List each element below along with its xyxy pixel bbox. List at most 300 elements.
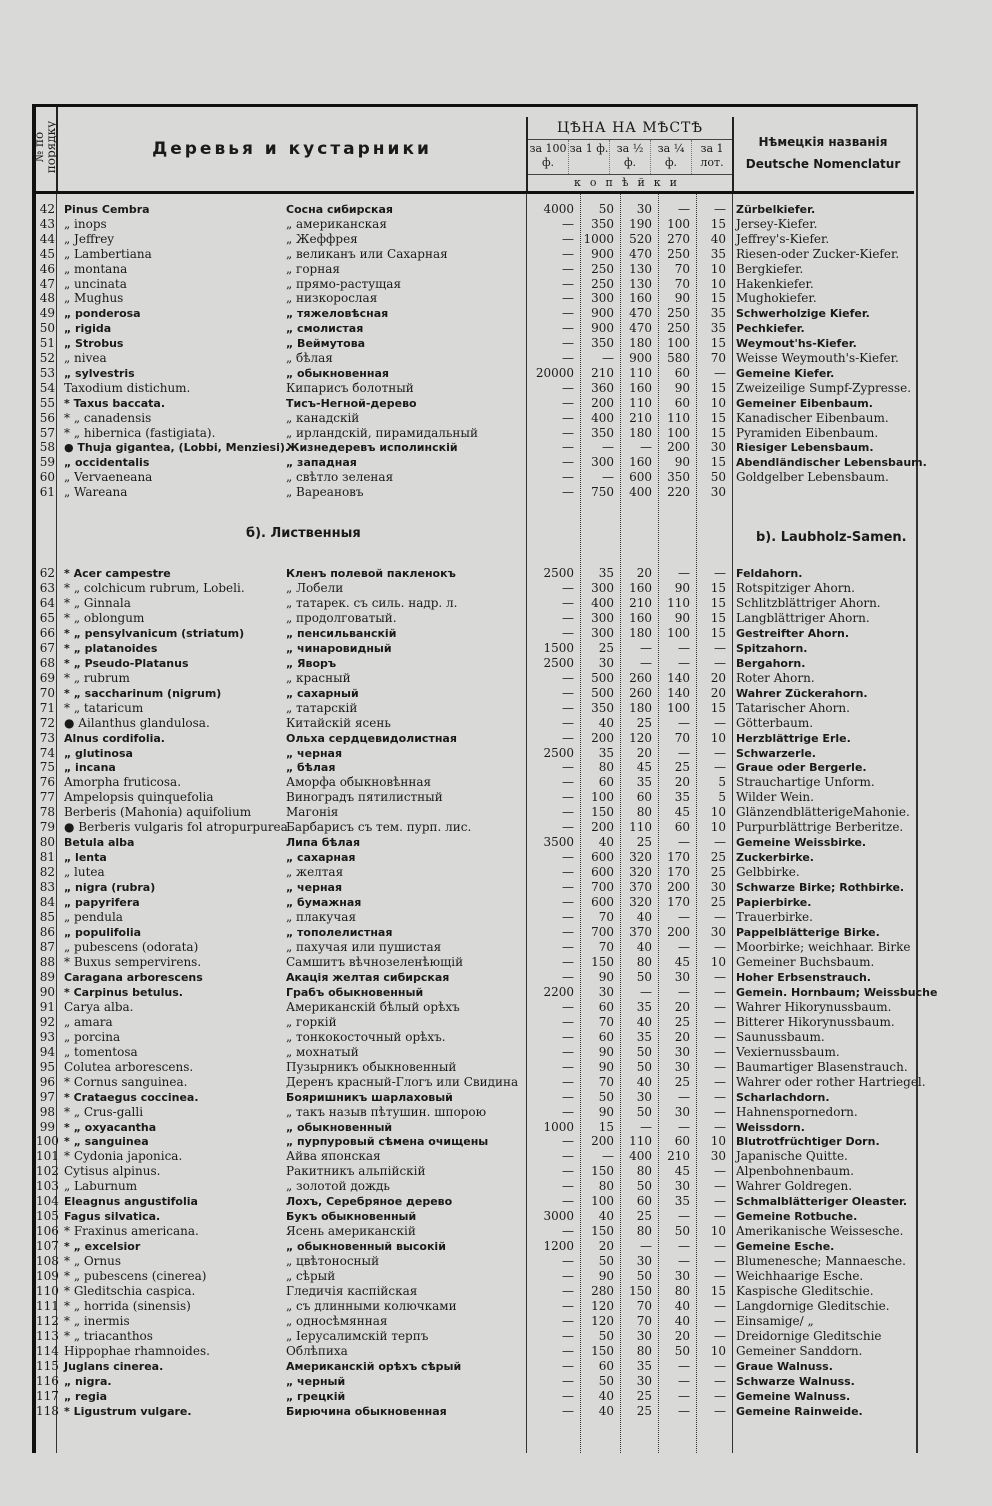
price-cell: 110 (629, 820, 652, 835)
latin-name: Alnus cordifolia. (64, 731, 165, 745)
russian-name: „ Веймутова (286, 337, 366, 351)
price-cell: 25 (636, 1209, 652, 1224)
row-number: 85 (39, 910, 55, 925)
german-name: Bergahorn. (736, 656, 806, 670)
price-cell: 30 (598, 984, 614, 999)
price-cell: 60 (674, 365, 690, 380)
price-cell: 210 (591, 365, 614, 380)
price-cell: 80 (636, 805, 652, 820)
table-row (36, 247, 914, 262)
price-cell: 120 (629, 730, 652, 745)
price-cell: 180 (629, 425, 652, 440)
price-cell: 5 (718, 775, 726, 790)
row-number: 56 (39, 410, 55, 425)
price-cell: — (562, 1044, 574, 1059)
table-row (36, 746, 914, 761)
price-cell: 80 (598, 760, 614, 775)
price-cell: — (640, 440, 652, 455)
german-name: Schwarze Birke; Rothbirke. (736, 881, 905, 895)
russian-name: „ тонкокосточный орѣхъ. (286, 1029, 446, 1044)
price-cell: — (714, 1179, 726, 1194)
price-cell: — (678, 1209, 690, 1224)
price-cell: 2200 (543, 984, 574, 999)
german-name: Wahrer Goldregen. (736, 1179, 853, 1194)
latin-name: Carya alba. (64, 999, 134, 1014)
latin-name: „ Wareana (64, 485, 128, 500)
price-cell: 400 (629, 485, 652, 500)
table-row (36, 671, 914, 686)
table-row (36, 1344, 914, 1359)
latin-name: * Carpinus betulus. (64, 985, 183, 999)
german-name: Einsamige/ „ (736, 1314, 814, 1328)
price-cell: 30 (636, 202, 652, 216)
german-title-de: Deutsche Nomenclatur (745, 157, 901, 171)
price-cell: 15 (710, 625, 726, 640)
german-name: Alpenbohnenbaum. (736, 1164, 854, 1179)
price-cell: 30 (710, 1149, 726, 1164)
row-number: 93 (39, 1029, 55, 1044)
latin-name: * „ hibernica (fastigiata). (64, 425, 216, 440)
german-name: Kaspische Gleditschie. (736, 1284, 874, 1299)
german-name: Zuckerbirke. (736, 851, 814, 865)
latin-name: Colutea arborescens. (64, 1059, 194, 1074)
price-cell: 45 (636, 760, 652, 775)
price-cell: — (678, 1373, 690, 1388)
latin-name: * „ Crus-galli (64, 1104, 144, 1119)
latin-name: ● Berberis vulgaris fol atropurpurea (64, 820, 288, 835)
price-cell: 10 (710, 276, 726, 291)
price-cell: 250 (591, 276, 614, 291)
german-name: Jersey-Kiefer. (736, 216, 818, 231)
latin-name: „ Lambertiana (64, 246, 152, 261)
latin-name: * „ inermis (64, 1314, 130, 1328)
table-row (36, 1404, 914, 1419)
table-row (36, 455, 927, 470)
russian-name: „ смолистая (286, 322, 364, 336)
price-cell: 400 (591, 595, 614, 610)
price-cell: — (714, 760, 726, 775)
table-row (36, 411, 914, 426)
row-number: 49 (39, 306, 55, 321)
price-cell: 90 (598, 1044, 614, 1059)
table-row (36, 1090, 914, 1105)
price-cell: 50 (674, 1224, 690, 1239)
price-cell: 190 (629, 216, 652, 231)
price-cell: 30 (636, 1373, 652, 1388)
row-number: 74 (39, 745, 55, 760)
price-cell: — (714, 999, 726, 1014)
price-cell: — (714, 984, 726, 999)
russian-name: Жизнедеревъ исполинскій (286, 441, 458, 455)
price-cell: 90 (598, 1059, 614, 1074)
price-cell: 30 (710, 925, 726, 940)
price-cell: 170 (667, 895, 690, 910)
russian-name: „ цвѣтоносный (286, 1254, 380, 1269)
price-cell: 40 (636, 940, 652, 954)
german-name: Schwarze Walnuss. (736, 1374, 855, 1388)
latin-name: „ sylvestris (64, 366, 135, 380)
table-row (36, 850, 914, 865)
latin-name: * Acer campestre (64, 567, 171, 580)
price-cell: 60 (598, 1358, 614, 1373)
russian-name: „ односѣмянная (286, 1314, 388, 1328)
german-name: Gelbbirke. (736, 865, 800, 880)
russian-name: „ мохнатый (286, 1044, 359, 1059)
table-row (36, 731, 914, 746)
price-cell: 45 (674, 1164, 690, 1179)
price-cell: 30 (598, 655, 614, 670)
german-name: Gemeiner Buchsbaum. (736, 954, 875, 969)
price-cell: 70 (598, 910, 614, 925)
german-name: Strauchartige Unform. (736, 775, 875, 790)
price-cell: 90 (674, 380, 690, 395)
price-cell: 200 (667, 880, 690, 895)
price-cell: — (562, 1314, 574, 1328)
price-cell: — (562, 440, 574, 455)
latin-name: * „ horrida (sinensis) (64, 1299, 191, 1314)
table-row (36, 1179, 914, 1194)
latin-name: * „ Ginnala (64, 595, 131, 610)
price-cell: 300 (591, 580, 614, 595)
latin-name: „ populifolia (64, 926, 142, 940)
german-name: Spitzahorn. (736, 641, 808, 655)
price-cell: 25 (710, 850, 726, 865)
price-cell: — (714, 1194, 726, 1209)
russian-name: „ плакучая (286, 910, 357, 925)
german-name: Gemeine Esche. (736, 1240, 835, 1254)
row-number: 84 (39, 895, 55, 910)
price-cell: — (562, 940, 574, 954)
table-row (36, 291, 914, 306)
price-cell: 35 (710, 306, 726, 321)
table-row (36, 1239, 914, 1254)
row-number: 108 (36, 1254, 59, 1269)
russian-name: Сосна сибирская (286, 203, 393, 216)
price-cell: 180 (629, 700, 652, 715)
price-cell: 35 (636, 1358, 652, 1373)
table-row (36, 1074, 926, 1090)
table-row (36, 440, 914, 455)
price-cell: 30 (710, 880, 726, 895)
table-row (36, 641, 914, 656)
price-cell: — (562, 336, 574, 351)
price-cell: 20 (674, 999, 690, 1014)
price-cell: 50 (636, 1179, 652, 1194)
table-row (36, 596, 914, 611)
price-cell: — (714, 365, 726, 380)
price-cell: — (678, 910, 690, 925)
table-row (36, 835, 914, 850)
price-cell: — (562, 216, 574, 231)
row-number: 87 (39, 940, 55, 954)
price-cell: 60 (598, 999, 614, 1014)
russian-name: Кленъ полевой пакленокъ (286, 567, 456, 580)
russian-name: „ пахучая или пушистая (286, 940, 442, 954)
price-cell: 10 (710, 954, 726, 969)
price-cell: — (714, 969, 726, 984)
row-number: 107 (36, 1239, 59, 1254)
price-cell: 150 (591, 805, 614, 820)
price-cell: 400 (629, 1149, 652, 1164)
row-number: 55 (39, 395, 55, 410)
price-cell: 700 (591, 880, 614, 895)
price-cell: 40 (674, 1314, 690, 1328)
price-cell: 2500 (543, 566, 574, 580)
number-column-header (32, 107, 58, 191)
row-number: 52 (39, 351, 55, 365)
russian-name: „ Жеффрея (286, 231, 358, 246)
price-cell: — (714, 1044, 726, 1059)
row-number: 105 (36, 1209, 59, 1224)
price-cell: 900 (591, 321, 614, 336)
latin-name: „ Laburnum (64, 1179, 138, 1194)
price-cell: — (562, 380, 574, 395)
russian-name: Кипарисъ болотный (286, 380, 414, 395)
price-cell: 100 (667, 625, 690, 640)
german-name: Gestreifter Ahorn. (736, 626, 850, 640)
russian-name: „ канадскій (286, 410, 360, 425)
price-cell: 30 (674, 969, 690, 984)
price-cell: 4000 (543, 202, 574, 216)
latin-name: „ ponderosa (64, 307, 141, 321)
russian-name: „ золотой дождь (286, 1179, 390, 1194)
price-cell: — (562, 685, 574, 700)
price-cell: 700 (591, 925, 614, 940)
latin-name: * „ canadensis (64, 410, 152, 425)
latin-name: „ occidentalis (64, 456, 150, 470)
price-cell: 200 (667, 440, 690, 455)
table-row (36, 895, 914, 910)
russian-name: „ сахарная (286, 851, 356, 865)
row-number: 59 (39, 455, 55, 470)
row-number: 69 (39, 670, 55, 685)
price-cell: — (678, 1089, 690, 1104)
price-cell: 25 (674, 1074, 690, 1089)
latin-name: „ incana (64, 761, 116, 775)
price-cell: 350 (591, 425, 614, 440)
price-cell: 350 (591, 700, 614, 715)
price-cell: 25 (710, 895, 726, 910)
catalog-page (32, 104, 938, 1453)
latin-name: ● Thuja gigantea, (Lobbi, Menziesi). (64, 441, 290, 455)
price-cell: 90 (598, 969, 614, 984)
table-row (36, 880, 914, 895)
page-title: Деревья и кустарники (152, 139, 432, 159)
german-name: Herzblättrige Erle. (736, 731, 851, 745)
price-cell: 80 (636, 1164, 652, 1179)
russian-name: „ пенсильванскій (286, 626, 397, 640)
row-number: 99 (39, 1119, 55, 1134)
price-cell: 600 (591, 895, 614, 910)
price-cell: — (562, 485, 574, 500)
row-number: 45 (39, 246, 55, 261)
row-number: 101 (36, 1149, 59, 1164)
price-cell: 200 (591, 395, 614, 410)
price-cell: 35 (710, 246, 726, 261)
price-cell: — (562, 895, 574, 910)
price-cell: 130 (629, 261, 652, 276)
price-cell: — (562, 1179, 574, 1194)
russian-name: „ обыкновенная (286, 366, 389, 380)
price-cell: — (714, 1254, 726, 1269)
price-cell: — (714, 1269, 726, 1284)
price-cell: 50 (598, 1373, 614, 1388)
price-cell: 35 (636, 999, 652, 1014)
latin-name: * „ excelsior (64, 1240, 141, 1254)
german-name: Saunussbaum. (736, 1029, 825, 1044)
price-cell: 40 (636, 910, 652, 925)
table-row (36, 426, 914, 441)
price-cell: 90 (598, 1104, 614, 1119)
russian-name: „ прямо-растущая (286, 276, 402, 291)
latin-name: * „ saccharinum (nigrum) (64, 686, 222, 700)
table-row (36, 277, 914, 292)
price-cell: 150 (629, 1284, 652, 1299)
price-cell: — (562, 1403, 574, 1418)
price-cell: 70 (674, 276, 690, 291)
russian-name: Американскій орѣхъ сѣрый (286, 1359, 462, 1373)
latin-name: * „ triacanthos (64, 1328, 153, 1343)
price-cell: 250 (667, 246, 690, 261)
price-cell: — (714, 1014, 726, 1029)
price-cell: — (678, 984, 690, 999)
price-cell: — (562, 291, 574, 306)
row-number: 62 (39, 566, 55, 580)
price-cell: 15 (710, 455, 726, 470)
german-name: Vexiernussbaum. (736, 1044, 840, 1059)
german-name: Pyramiden Eibenbaum. (736, 425, 879, 440)
price-cell: 300 (591, 610, 614, 625)
price-cell: 10 (710, 820, 726, 835)
price-cell: 40 (598, 1403, 614, 1418)
price-cell: — (562, 954, 574, 969)
price-cell: 900 (591, 306, 614, 321)
latin-name: Amorpha fruticosa. (64, 775, 182, 790)
latin-name: * „ tataricum (64, 700, 144, 715)
price-cell: 100 (591, 790, 614, 805)
german-name: Blumenesche; Mannaesche. (736, 1254, 906, 1269)
price-cell: 20 (636, 745, 652, 760)
russian-name: „ татарскій (286, 700, 358, 715)
row-number: 77 (39, 790, 55, 805)
price-cell: — (562, 805, 574, 820)
row-number: 57 (39, 425, 55, 440)
table-row (36, 217, 914, 232)
price-cell: 70 (710, 351, 726, 365)
latin-name: „ pubescens (odorata) (64, 940, 199, 954)
table-row (36, 351, 914, 366)
price-cell: — (562, 1134, 574, 1149)
price-cell: — (562, 261, 574, 276)
table-row (36, 970, 914, 985)
price-cell: — (714, 1089, 726, 1104)
section-heading-de: b). Laubholz-Samen. (756, 530, 907, 545)
price-cell: 70 (636, 1314, 652, 1328)
russian-name: Магонія (286, 805, 339, 820)
russian-name: „ горкій (286, 1014, 337, 1029)
german-name: Gemeine Weissbirke. (736, 836, 867, 850)
price-cell: 90 (674, 580, 690, 595)
russian-name: „ черный (286, 1374, 346, 1388)
price-cell: — (678, 202, 690, 216)
row-number: 86 (39, 925, 55, 940)
table-header (32, 107, 914, 194)
row-number: 103 (36, 1179, 59, 1194)
section-heading-ru: б). Лиственныя (246, 526, 361, 541)
table-row (36, 366, 914, 381)
price-cell: 25 (636, 1388, 652, 1403)
row-number: 51 (39, 336, 55, 351)
price-cell: 15 (710, 336, 726, 351)
row-number: 46 (39, 261, 55, 276)
price-cell: 25 (710, 865, 726, 880)
price-cell: 80 (636, 954, 652, 969)
price-cell: — (562, 700, 574, 715)
price-cell: — (714, 910, 726, 925)
latin-name: * „ Ornus (64, 1254, 122, 1269)
table-row (36, 1314, 914, 1329)
row-number: 48 (39, 291, 55, 306)
row-number: 58 (39, 440, 55, 455)
russian-name: Айва японская (286, 1149, 381, 1164)
price-cell: 25 (636, 715, 652, 730)
price-cell: 50 (598, 1254, 614, 1269)
german-name: Langdornige Gleditschie. (736, 1299, 890, 1314)
latin-name: „ nigra. (64, 1374, 112, 1388)
russian-name: Пузырникъ обыкновенный (286, 1059, 457, 1074)
price-cell: 300 (591, 455, 614, 470)
price-cell: — (562, 231, 574, 246)
russian-name: Деренъ красный-Глогъ или Свидина (286, 1074, 519, 1089)
price-col-1f: за 1 ф. (569, 140, 610, 174)
price-cell: 15 (710, 410, 726, 425)
table-row (36, 1224, 914, 1239)
price-cell: 2500 (543, 745, 574, 760)
price-cell: — (678, 835, 690, 850)
table-row (36, 1254, 914, 1269)
price-cell: 70 (636, 1299, 652, 1314)
table-row (36, 1149, 914, 1164)
table-row (36, 626, 914, 641)
table-row (36, 1045, 914, 1060)
table-row (36, 381, 914, 396)
price-cell: — (562, 820, 574, 835)
russian-name: Бояришникъ шарлаховый (286, 1090, 453, 1104)
price-cell: 35 (674, 1194, 690, 1209)
price-cell: 50 (636, 1044, 652, 1059)
price-cell: — (714, 1164, 726, 1179)
german-name: Gemeine Rotbuche. (736, 1210, 858, 1224)
russian-name: „ бѣлая (286, 761, 336, 775)
german-name: Weichhaarige Esche. (736, 1269, 864, 1284)
latin-name: Juglans cinerea. (64, 1359, 164, 1373)
row-number: 88 (39, 954, 55, 969)
price-cell: 80 (674, 1284, 690, 1299)
price-cell: — (678, 1119, 690, 1134)
latin-name: „ nivea (64, 351, 107, 365)
price-cell: 10 (710, 730, 726, 745)
row-number: 96 (39, 1074, 55, 1089)
row-number: 60 (39, 470, 55, 485)
price-cell: 900 (591, 246, 614, 261)
price-cell: 20000 (535, 365, 574, 380)
german-name: Pechkiefer. (736, 322, 805, 336)
price-cell: — (714, 1239, 726, 1254)
latin-name: „ pendula (64, 910, 123, 925)
latin-name: * „ oxyacantha (64, 1120, 157, 1134)
german-name: Riesiger Lebensbaum. (736, 441, 874, 455)
price-cell: 25 (674, 760, 690, 775)
